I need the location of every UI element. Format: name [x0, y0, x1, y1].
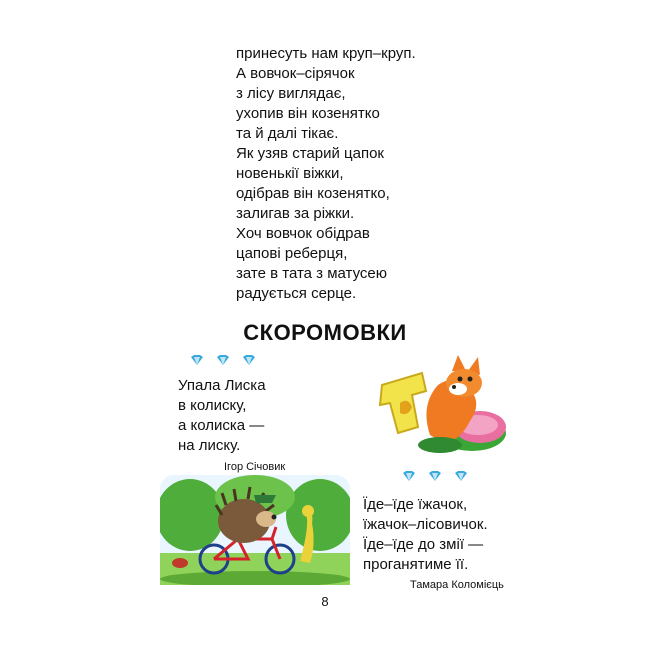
blue-diamond-ornament-icon — [429, 468, 441, 478]
poem-line: з лісу виглядає, — [236, 85, 346, 102]
page-number: 8 — [321, 594, 329, 609]
tongue-twister-1 — [178, 376, 266, 456]
poem-line: залигав за ріжки. — [236, 205, 355, 222]
fox-with-letter-illustration — [360, 345, 520, 457]
twister-line: Їде–їде їжачок, — [363, 496, 468, 513]
poem-line: принесуть нам круп–круп. — [236, 45, 416, 62]
tongue-twister-2 — [363, 495, 488, 575]
hedgehog-on-bicycle-illustration — [160, 475, 350, 585]
poem-line: радується серце. — [236, 285, 357, 302]
twister-line: проганятиме її. — [363, 556, 469, 573]
twister-line: на лиску. — [178, 437, 241, 454]
poem-line: новенькії віжки, — [236, 165, 344, 182]
twister-line: Їде–їде до змії — — [363, 536, 484, 553]
poem-line: Хоч вовчок обідрав — [236, 225, 370, 242]
section-title: СКОРОМОВКИ — [243, 320, 407, 345]
poem-line: цапові реберця, — [236, 245, 348, 262]
blue-diamond-ornament-icon — [191, 352, 203, 362]
poem-line: Як узяв старий цапок — [236, 145, 384, 162]
twister-line: Упала Лиска — [178, 377, 266, 394]
poem-line: та й далі тікає. — [236, 125, 339, 142]
ornament-row — [403, 468, 467, 478]
author-name: Ігор Січовик — [224, 461, 286, 473]
twister-line: а колиска — — [178, 417, 265, 434]
poem-line: зате в тата з матусею — [236, 265, 387, 282]
ornament-row — [191, 352, 255, 362]
twister-line: їжачок–лісовичок. — [363, 516, 488, 533]
blue-diamond-ornament-icon — [243, 352, 255, 362]
poem-line: ухопив він козенятко — [236, 105, 380, 122]
blue-diamond-ornament-icon — [455, 468, 467, 478]
poem-line: одібрав він козенятко, — [236, 185, 390, 202]
author-name: Тамара Коломієць — [410, 579, 504, 591]
blue-diamond-ornament-icon — [217, 352, 229, 362]
blue-diamond-ornament-icon — [403, 468, 415, 478]
twister-line: в колиску, — [178, 397, 247, 414]
poem-line: А вовчок–сірячок — [236, 65, 355, 82]
poem-text — [236, 44, 496, 304]
